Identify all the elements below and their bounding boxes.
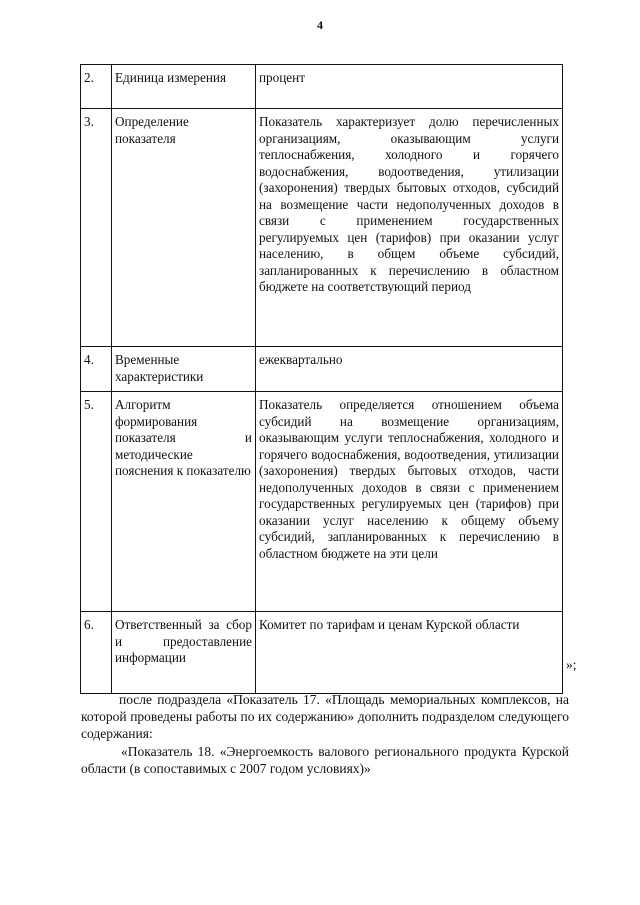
row-number: 6.	[81, 612, 112, 694]
closing-quote-mark: »;	[566, 657, 577, 672]
row-value: Показатель характеризует долю перечисленных организациям, оказывающим услуги теплоснабжения, холодного и горячего водоснабжения, водоотведения, утилизации (захоронения) твердых бытовых отходов, субсидий на возмещение части недополученных доходов в связи с применением государственных регулируемых цен (тарифов) при оказании услуг населению, в общем объеме субсидий, запланированных к перечислению в областном бюджете на соответствующий период	[256, 109, 563, 347]
amendment-paragraph: «Показатель 18. «Энергоемкость валового регионального продукта Курской области (в сопоставимых с 2007 годом условиях)»	[81, 744, 569, 776]
indicator-table	[80, 64, 563, 694]
row-label: Единица измерения	[112, 65, 256, 109]
row-label: Временные характеристики	[112, 347, 256, 392]
table-row	[81, 347, 563, 392]
row-number: 4.	[81, 347, 112, 392]
row-value: ежеквартально	[256, 347, 563, 392]
table-row	[81, 65, 563, 109]
table-row	[81, 612, 563, 694]
table-row	[81, 109, 563, 347]
amendment-paragraph: после подраздела «Показатель 17. «Площадь мемориальных комплексов, на которой проведены работы по их содержанию» дополнить подразделом следующего содержания:	[81, 692, 569, 741]
row-number: 2.	[81, 65, 112, 109]
table-row	[81, 392, 563, 612]
row-number: 3.	[81, 109, 112, 347]
row-value: Комитет по тарифам и ценам Курской области	[256, 612, 563, 694]
page-number: 4	[317, 18, 323, 32]
row-label: Определение показателя	[112, 109, 256, 347]
row-value: Показатель определяется отношением объема субсидий на возмещение организациям, оказывающим услуги теплоснабжения, холодного и горячего водоснабжения, водоотведения, утилизации (захоронения) твердых бытовых отходов, части недополученных доходов в связи с применением государственных регулируемых цен (тарифов) при оказании услуг населению к общему объему субсидий, запланированных к перечислению в областном бюджете на эти цели	[256, 392, 563, 612]
row-label: Ответственный за сбор и предоставление информации	[112, 612, 256, 694]
row-number: 5.	[81, 392, 112, 612]
row-label: Алгоритм формирования показателя и методические пояснения к показателю	[112, 392, 256, 612]
row-value: процент	[256, 65, 563, 109]
